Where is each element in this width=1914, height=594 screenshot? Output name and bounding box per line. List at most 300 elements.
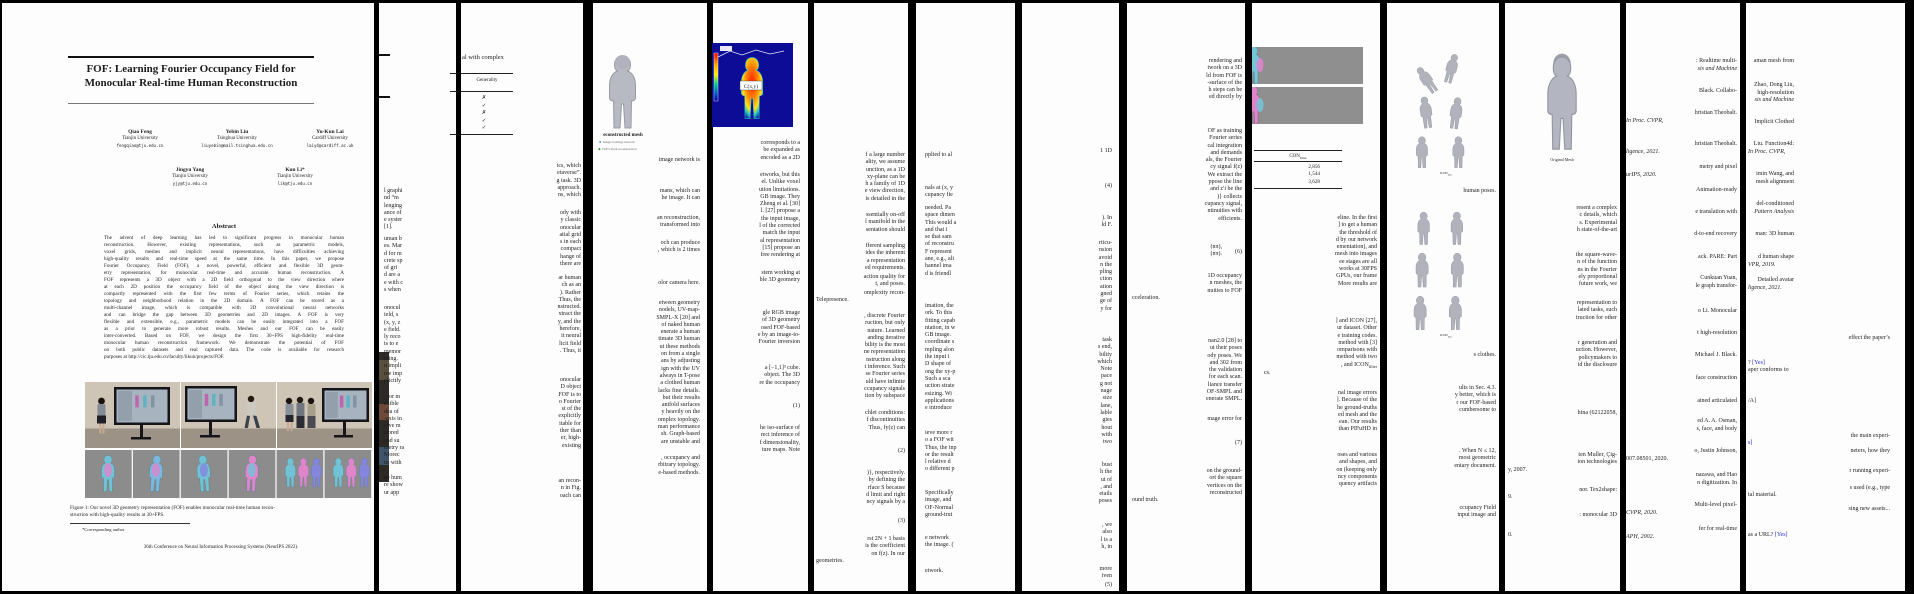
- text-line: imin Wang, and: [1756, 171, 1794, 177]
- text-line: inter-converted. Based on FOF, we design the first 30+FPS high-fidelity real-time: [104, 333, 344, 339]
- text-line: future work, we: [1578, 281, 1617, 288]
- text-line: twork on a 3D: [1207, 65, 1242, 72]
- text-block: [108, 136, 172, 142]
- text-block: [1626, 330, 1737, 338]
- text-line: sentation should: [865, 226, 905, 233]
- text-line: st of the: [561, 406, 581, 413]
- text-line: uman b: [384, 236, 402, 242]
- text-block: [1508, 487, 1617, 502]
- text-line: licit field: [559, 340, 581, 347]
- page-strip-2[interactable]: [379, 3, 456, 591]
- text-line: chlet conditions:: [865, 410, 905, 416]
- text-line: and 302 from: [1209, 359, 1242, 366]
- text-block: [1626, 502, 1737, 517]
- text-block: [1028, 522, 1112, 551]
- text-line: hannel ima: [925, 263, 952, 270]
- text-line: ly reco: [384, 334, 401, 341]
- text-line: rect inference of: [760, 432, 800, 439]
- text-line: cupancy fie: [925, 192, 953, 199]
- text-block: [816, 152, 905, 203]
- text-line: a representation: [866, 257, 905, 264]
- text-line: neters, how they: [1850, 447, 1890, 454]
- text-line: hout: [1101, 424, 1112, 431]
- text-line: APH, 2002.: [1626, 533, 1655, 540]
- text-line: geometries.: [816, 557, 844, 564]
- text-line: representation to: [1576, 300, 1617, 306]
- text-line: a [−1,1]³ cube.: [764, 365, 800, 371]
- text-block: [462, 77, 512, 84]
- text-block: [1626, 352, 1737, 360]
- text-line: anding iterative: [867, 334, 905, 341]
- text-line: nazawa, and Hao: [1695, 472, 1737, 478]
- text-block: [466, 95, 502, 133]
- text-line: vertices on the: [1207, 482, 1242, 489]
- text-line: ieve more r: [925, 430, 953, 436]
- text-block: [715, 172, 800, 260]
- text-block: [104, 235, 344, 361]
- text-line: d are a: [384, 272, 400, 279]
- text-line: ar human: [558, 275, 581, 281]
- text-line: ort the square: [1209, 475, 1242, 482]
- text-line: al representation: [760, 237, 800, 244]
- text-block: [1508, 252, 1617, 288]
- text-line: omparisons with: [1337, 347, 1377, 354]
- text-line: as a prior to generate more robust results. Meshes and our FOF can be easily: [104, 326, 344, 332]
- text-line: always in T-pose: [659, 372, 700, 379]
- text-line: ns, which: [558, 192, 581, 199]
- text-block: [1132, 338, 1242, 404]
- text-line: CVPR, 2020.: [1626, 509, 1658, 516]
- text-line: ack. PARE: Part: [1698, 254, 1737, 260]
- text-line: l is a: [1100, 536, 1112, 543]
- text-block: [263, 181, 327, 187]
- text-line: y for: [1100, 305, 1112, 312]
- text-line: ge of: [1099, 298, 1112, 305]
- text-block: [925, 185, 1013, 200]
- text-block: [925, 490, 1013, 519]
- text-line: mpling alon: [925, 346, 954, 353]
- text-line: ccupancy Field: [1459, 505, 1496, 511]
- text-block: [715, 310, 800, 346]
- text-line: d for m: [384, 250, 402, 257]
- text-line: y heavily on the: [661, 409, 700, 416]
- text-line: ained articulated: [1697, 398, 1737, 404]
- text-line: f a large number: [865, 152, 905, 158]
- text-line: 36th Conference on Neural Information Processing Systems (NeurIPS 2022).: [143, 545, 299, 550]
- text-line: f dimensionality,: [759, 439, 800, 446]
- text-line: ield, s: [384, 312, 399, 319]
- text-line: e introduce: [925, 405, 952, 412]
- text-line: needed. Pa: [925, 205, 951, 211]
- text-line: explicitly: [558, 413, 581, 420]
- text-line: n meshes, the: [1209, 280, 1242, 287]
- text-line: of naked human: [661, 321, 700, 328]
- text-block: [1626, 526, 1737, 541]
- text-block: [1748, 231, 1794, 239]
- text-line: omplex topology.: [658, 416, 700, 423]
- text-line: 1,544: [1308, 171, 1320, 178]
- text-block: [384, 188, 454, 232]
- text-line: erve m: [384, 423, 401, 430]
- text-block: [1028, 215, 1112, 230]
- text-line: approach.: [557, 184, 581, 191]
- text-block: [1748, 171, 1794, 186]
- text-line: ance of: [384, 209, 402, 216]
- text-line: fer for real-time: [1698, 526, 1737, 532]
- result-crop-tile: [1252, 47, 1363, 84]
- text-line: image, and: [925, 497, 952, 504]
- text-line: h the: [1100, 469, 1112, 476]
- text-line: crete sp: [384, 257, 403, 264]
- text-line: etworks, but this: [760, 172, 800, 178]
- text-block: [1538, 156, 1586, 163]
- text-line: . When N ≤ 12,: [1459, 448, 1496, 454]
- rule: [379, 54, 390, 56]
- text-line: the validation: [1209, 367, 1242, 374]
- text-block: [1626, 58, 1737, 73]
- text-line: e-based methods.: [658, 469, 700, 476]
- text-line: , discrete Fourier: [864, 313, 905, 319]
- text-line: Specifically: [925, 490, 954, 496]
- text-line: hristian Theobalt.: [1694, 110, 1737, 116]
- text-line: o a FOF wit: [925, 437, 954, 444]
- text-line: $ICON_{filter}$: [1439, 171, 1453, 177]
- text-line: es. Mar: [384, 243, 402, 250]
- text-line: y, and the: [557, 318, 581, 325]
- text-line: with: [1101, 431, 1112, 438]
- text-line: tal material.: [1748, 492, 1777, 499]
- text-line: s in each: [560, 239, 581, 246]
- text-line: ruction, but only: [865, 320, 905, 327]
- text-line: Morec: [384, 452, 400, 459]
- legend-icon: ◆: [598, 147, 601, 151]
- text-block: [1132, 249, 1242, 256]
- text-line: lated tasks, such: [1577, 307, 1617, 314]
- text-line: o Li. Monocular: [1697, 308, 1737, 314]
- text-line: stored: [384, 430, 399, 437]
- text-line: nsion: [1098, 247, 1112, 254]
- text-line: oach can: [559, 492, 581, 499]
- figure-legend-row: [598, 147, 636, 151]
- text-line: t, and poses.: [875, 281, 905, 288]
- text-block: [925, 205, 1013, 278]
- text-line: Such a sca: [925, 375, 951, 382]
- text-line: ✗: [481, 110, 487, 117]
- text-line: 0.: [1508, 532, 1513, 538]
- text-line: Fourier series: [1209, 135, 1242, 142]
- text-block: [598, 157, 700, 164]
- text-line: rface S because: [867, 484, 905, 491]
- text-line: y better, which is: [1454, 392, 1496, 399]
- text-line: e by an image-to-: [757, 331, 800, 338]
- text-block: [1748, 335, 1890, 342]
- text-line: s, face, and body: [1696, 425, 1737, 432]
- text-line: Kun Li*: [285, 167, 305, 173]
- text-line: OF-SMPL and: [1206, 389, 1242, 396]
- text-line: fferent sampling: [865, 243, 905, 249]
- text-block: [715, 425, 800, 454]
- text-line: econstructed mesh: [603, 133, 643, 138]
- text-line: nd “m: [384, 195, 399, 202]
- text-line: iven: [1101, 573, 1112, 580]
- text-block: [290, 136, 370, 142]
- text-line: We extract the: [1207, 171, 1242, 178]
- text-line: ed directly by: [1209, 94, 1242, 101]
- text-line: t high-resolution: [1697, 330, 1737, 336]
- text-line: ee stages are all: [1339, 258, 1377, 265]
- text-block: [384, 236, 454, 294]
- text-block: [197, 143, 277, 149]
- text-block: [1626, 209, 1737, 217]
- text-line: coordinate s: [925, 339, 955, 346]
- text-line: policymakers to: [1578, 354, 1617, 361]
- text-line: gies: [1102, 417, 1112, 424]
- text-line: r our FOF-based: [1456, 399, 1496, 406]
- text-line: timate 3D human: [658, 336, 700, 343]
- text-line: ics, which: [556, 163, 581, 169]
- text-line: Animation-ready: [1696, 187, 1737, 193]
- text-block: [70, 545, 372, 551]
- text-block: [1028, 337, 1112, 446]
- text-block: [1748, 360, 1890, 375]
- text-line: nal image errors: [1338, 390, 1377, 396]
- original-mesh-figure: [1538, 53, 1586, 153]
- text-block: [1626, 141, 1737, 156]
- text-block: [1508, 340, 1617, 369]
- text-line: pling: [1099, 269, 1112, 276]
- text-line: quency artifacts: [1338, 481, 1377, 488]
- text-line: (nπ).: [1210, 251, 1222, 258]
- text-block: [263, 167, 327, 173]
- text-line: etaverse”.: [557, 170, 581, 177]
- text-line: Detailed avatar: [1757, 277, 1794, 283]
- text-block: [1626, 308, 1737, 316]
- text-block: [470, 377, 581, 450]
- text-line: action quality for: [863, 274, 905, 280]
- text-block: [1390, 385, 1496, 414]
- text-line: existing: [562, 442, 581, 449]
- text-line: a clothed human: [660, 380, 700, 387]
- text-line: FOF is to: [558, 391, 581, 398]
- text-line: *Corresponding author: [82, 527, 125, 532]
- text-line: ] and ICON [27],: [1335, 318, 1377, 324]
- text-line: y classic: [560, 217, 581, 224]
- text-line: effect the paper’s: [1848, 335, 1890, 341]
- text-line: sing new assets...: [1848, 506, 1890, 512]
- text-block: [816, 290, 905, 305]
- text-block: [108, 129, 172, 135]
- text-block: [1626, 110, 1737, 125]
- text-line: reconstructed: [1209, 489, 1242, 496]
- text-line: Pattern Analysis: [1754, 208, 1794, 215]
- text-line: but their results: [662, 394, 700, 401]
- text-line: Tianjin University: [277, 174, 313, 179]
- text-line: n digitization. In: [1697, 479, 1737, 486]
- text-line: herefore,: [559, 326, 581, 333]
- text-line: of gri: [384, 265, 398, 272]
- text-block: [197, 129, 277, 135]
- text-line: monocular human reconstruction framework. We demonstrate the potential of FOF: [104, 340, 344, 346]
- text-line: Zhao, Dong Liu,: [1754, 82, 1794, 88]
- text-line: compact: [560, 246, 581, 253]
- text-line: Qiao Feng: [128, 129, 152, 135]
- text-line: id the disclosure: [1577, 361, 1617, 368]
- text-line: Tianjin University: [122, 136, 158, 141]
- text-line: f discontinuities: [866, 417, 905, 424]
- text-block: [1390, 505, 1496, 520]
- text-block: [1028, 240, 1112, 313]
- text-block: [1028, 183, 1112, 190]
- text-block: [290, 143, 370, 149]
- text-block: [1508, 205, 1617, 234]
- text-block: [1748, 433, 1890, 455]
- text-line: or the result: [925, 451, 954, 458]
- text-line: d-to-end recovery: [1694, 231, 1737, 237]
- text-line: method with two: [1336, 354, 1377, 361]
- text-line: also: [1102, 529, 1112, 536]
- text-line: 007.08501, 2020.: [1626, 455, 1668, 462]
- text-line: e with c: [384, 279, 403, 286]
- text-line: on both public datasets and real captured data. The code is available for research: [104, 347, 344, 353]
- text-line: Original Mesh: [1550, 157, 1574, 162]
- text-line: encoded as a 2D: [760, 154, 800, 161]
- subscript-label: filter: [1447, 174, 1453, 177]
- text-line: re the occupancy: [759, 379, 800, 386]
- text-line: the threshold of: [1339, 229, 1377, 236]
- figure-wrap: [85, 450, 372, 498]
- text-line: Abstract: [211, 223, 237, 230]
- text-line: le graph transfor-: [1695, 282, 1737, 289]
- text-line: on from a single: [660, 351, 700, 358]
- text-line: there are: [560, 261, 581, 268]
- text-line: ncy signals by a: [866, 499, 905, 506]
- text-line: olor camera here.: [658, 280, 700, 286]
- text-line: (3): [898, 518, 905, 524]
- text-line: unction, as a 1D: [866, 166, 905, 173]
- text-line: high-quality results and real-time speed at the same time. In this paper, we propose: [104, 256, 344, 262]
- text-line: sis and Machine: [1697, 65, 1737, 72]
- text-block: [68, 63, 314, 90]
- text-block: [384, 305, 454, 385]
- text-line: liance transfer: [1207, 381, 1242, 388]
- checklist-answer-link[interactable]: [Yes]: [1752, 360, 1765, 366]
- text-block: [816, 448, 905, 455]
- text-line: e training codes.: [1337, 332, 1377, 339]
- text-block: [1390, 448, 1496, 470]
- text-line: r running experi-: [1849, 468, 1890, 474]
- text-line: ody poses. We: [1207, 352, 1242, 359]
- text-line: als, the Fourier: [1205, 157, 1242, 164]
- text-block: [1132, 440, 1242, 447]
- text-block: [1508, 300, 1617, 322]
- text-block: [1748, 468, 1890, 475]
- text-line: poses: [1098, 498, 1112, 505]
- text-block: [1132, 416, 1242, 423]
- text-line: 1 1D: [1100, 148, 1112, 154]
- text-line: : Realtime multi-: [1696, 58, 1737, 64]
- text-line: is the coefficient: [865, 543, 905, 550]
- text-line: cupancy signal,: [1204, 200, 1242, 207]
- text-block: [158, 174, 222, 180]
- text-line: ound truth.: [1132, 497, 1159, 504]
- text-line: voxel grids, meshes and implicit neural representations, have difficulties achieving: [104, 249, 344, 255]
- text-line: nage: [1100, 388, 1112, 395]
- text-line: more: [1099, 566, 1112, 572]
- text-line: image network is: [658, 157, 700, 163]
- text-line: er, high-: [560, 435, 581, 442]
- text-line: mesh into images: [1335, 251, 1377, 258]
- text-line: onocular: [560, 224, 581, 231]
- text-line: gned: [1100, 291, 1112, 298]
- text-line: ts to e: [384, 341, 399, 348]
- text-line: ely proportional: [1578, 273, 1617, 280]
- text-line: mans, which can: [659, 188, 700, 194]
- text-line: esizing. Wi: [925, 390, 952, 397]
- text-line: Telepresence.: [816, 297, 849, 304]
- text-block: [925, 152, 1013, 159]
- subscript-label: filter: [1368, 363, 1377, 369]
- text-line: del-conditioned: [1756, 201, 1794, 207]
- text-line: human poses.: [1463, 188, 1496, 194]
- text-block: [70, 505, 372, 519]
- text-line: plicitly: [384, 377, 401, 384]
- text-line: ]. Because of the: [1336, 397, 1377, 404]
- text-block: [1626, 187, 1737, 195]
- checklist-answer-link[interactable]: s]: [1748, 440, 1753, 447]
- text-line: omplexity recon-: [863, 290, 905, 296]
- text-line: e translation with: [1695, 209, 1737, 215]
- text-line: ion technologies: [1577, 459, 1617, 466]
- text-line: as a URL? [Yes]: [1748, 532, 1788, 538]
- text-block: [816, 410, 905, 432]
- text-line: which: [1097, 358, 1112, 365]
- text-block: [1264, 452, 1377, 488]
- text-line: the image. (: [925, 542, 954, 549]
- text-line: an reconstruction,: [657, 215, 700, 221]
- text-block: [384, 394, 454, 467]
- text-block: [594, 132, 652, 139]
- text-line: than PIFuHD in: [1338, 426, 1377, 433]
- text-line: ✓: [481, 102, 487, 109]
- checklist-answer-link[interactable]: [Yes]: [1774, 532, 1788, 538]
- text-block: [1626, 254, 1737, 262]
- text-line: etails: [1099, 491, 1112, 498]
- text-line: al with complex: [462, 54, 504, 61]
- text-line: re show: [384, 482, 403, 489]
- text-line: enerate a human: [660, 329, 700, 336]
- text-line: )} collects: [1217, 193, 1242, 200]
- text-block: [1390, 188, 1496, 195]
- text-block: [925, 535, 1013, 550]
- text-block: [1748, 201, 1794, 216]
- text-line: yjy@tju.edu.cn: [172, 181, 208, 186]
- text-line: , occupancy and: [661, 455, 700, 461]
- text-line: o, Justin Johnson,: [1694, 448, 1737, 454]
- text-block: [263, 174, 327, 180]
- text-block: [1028, 462, 1112, 506]
- text-line: ur app: [384, 489, 400, 496]
- text-line: ] to get a human: [1338, 222, 1377, 229]
- text-line: Cardiff University: [312, 136, 348, 141]
- text-line: ). In: [1102, 215, 1112, 221]
- figure1-normal-renders: [85, 450, 372, 498]
- text-line: OF as training: [1207, 128, 1242, 134]
- text-line: ut of: [1100, 476, 1112, 483]
- rule: [68, 56, 314, 58]
- rule: [450, 91, 456, 92]
- text-block: [1264, 318, 1377, 378]
- text-block: [598, 240, 700, 255]
